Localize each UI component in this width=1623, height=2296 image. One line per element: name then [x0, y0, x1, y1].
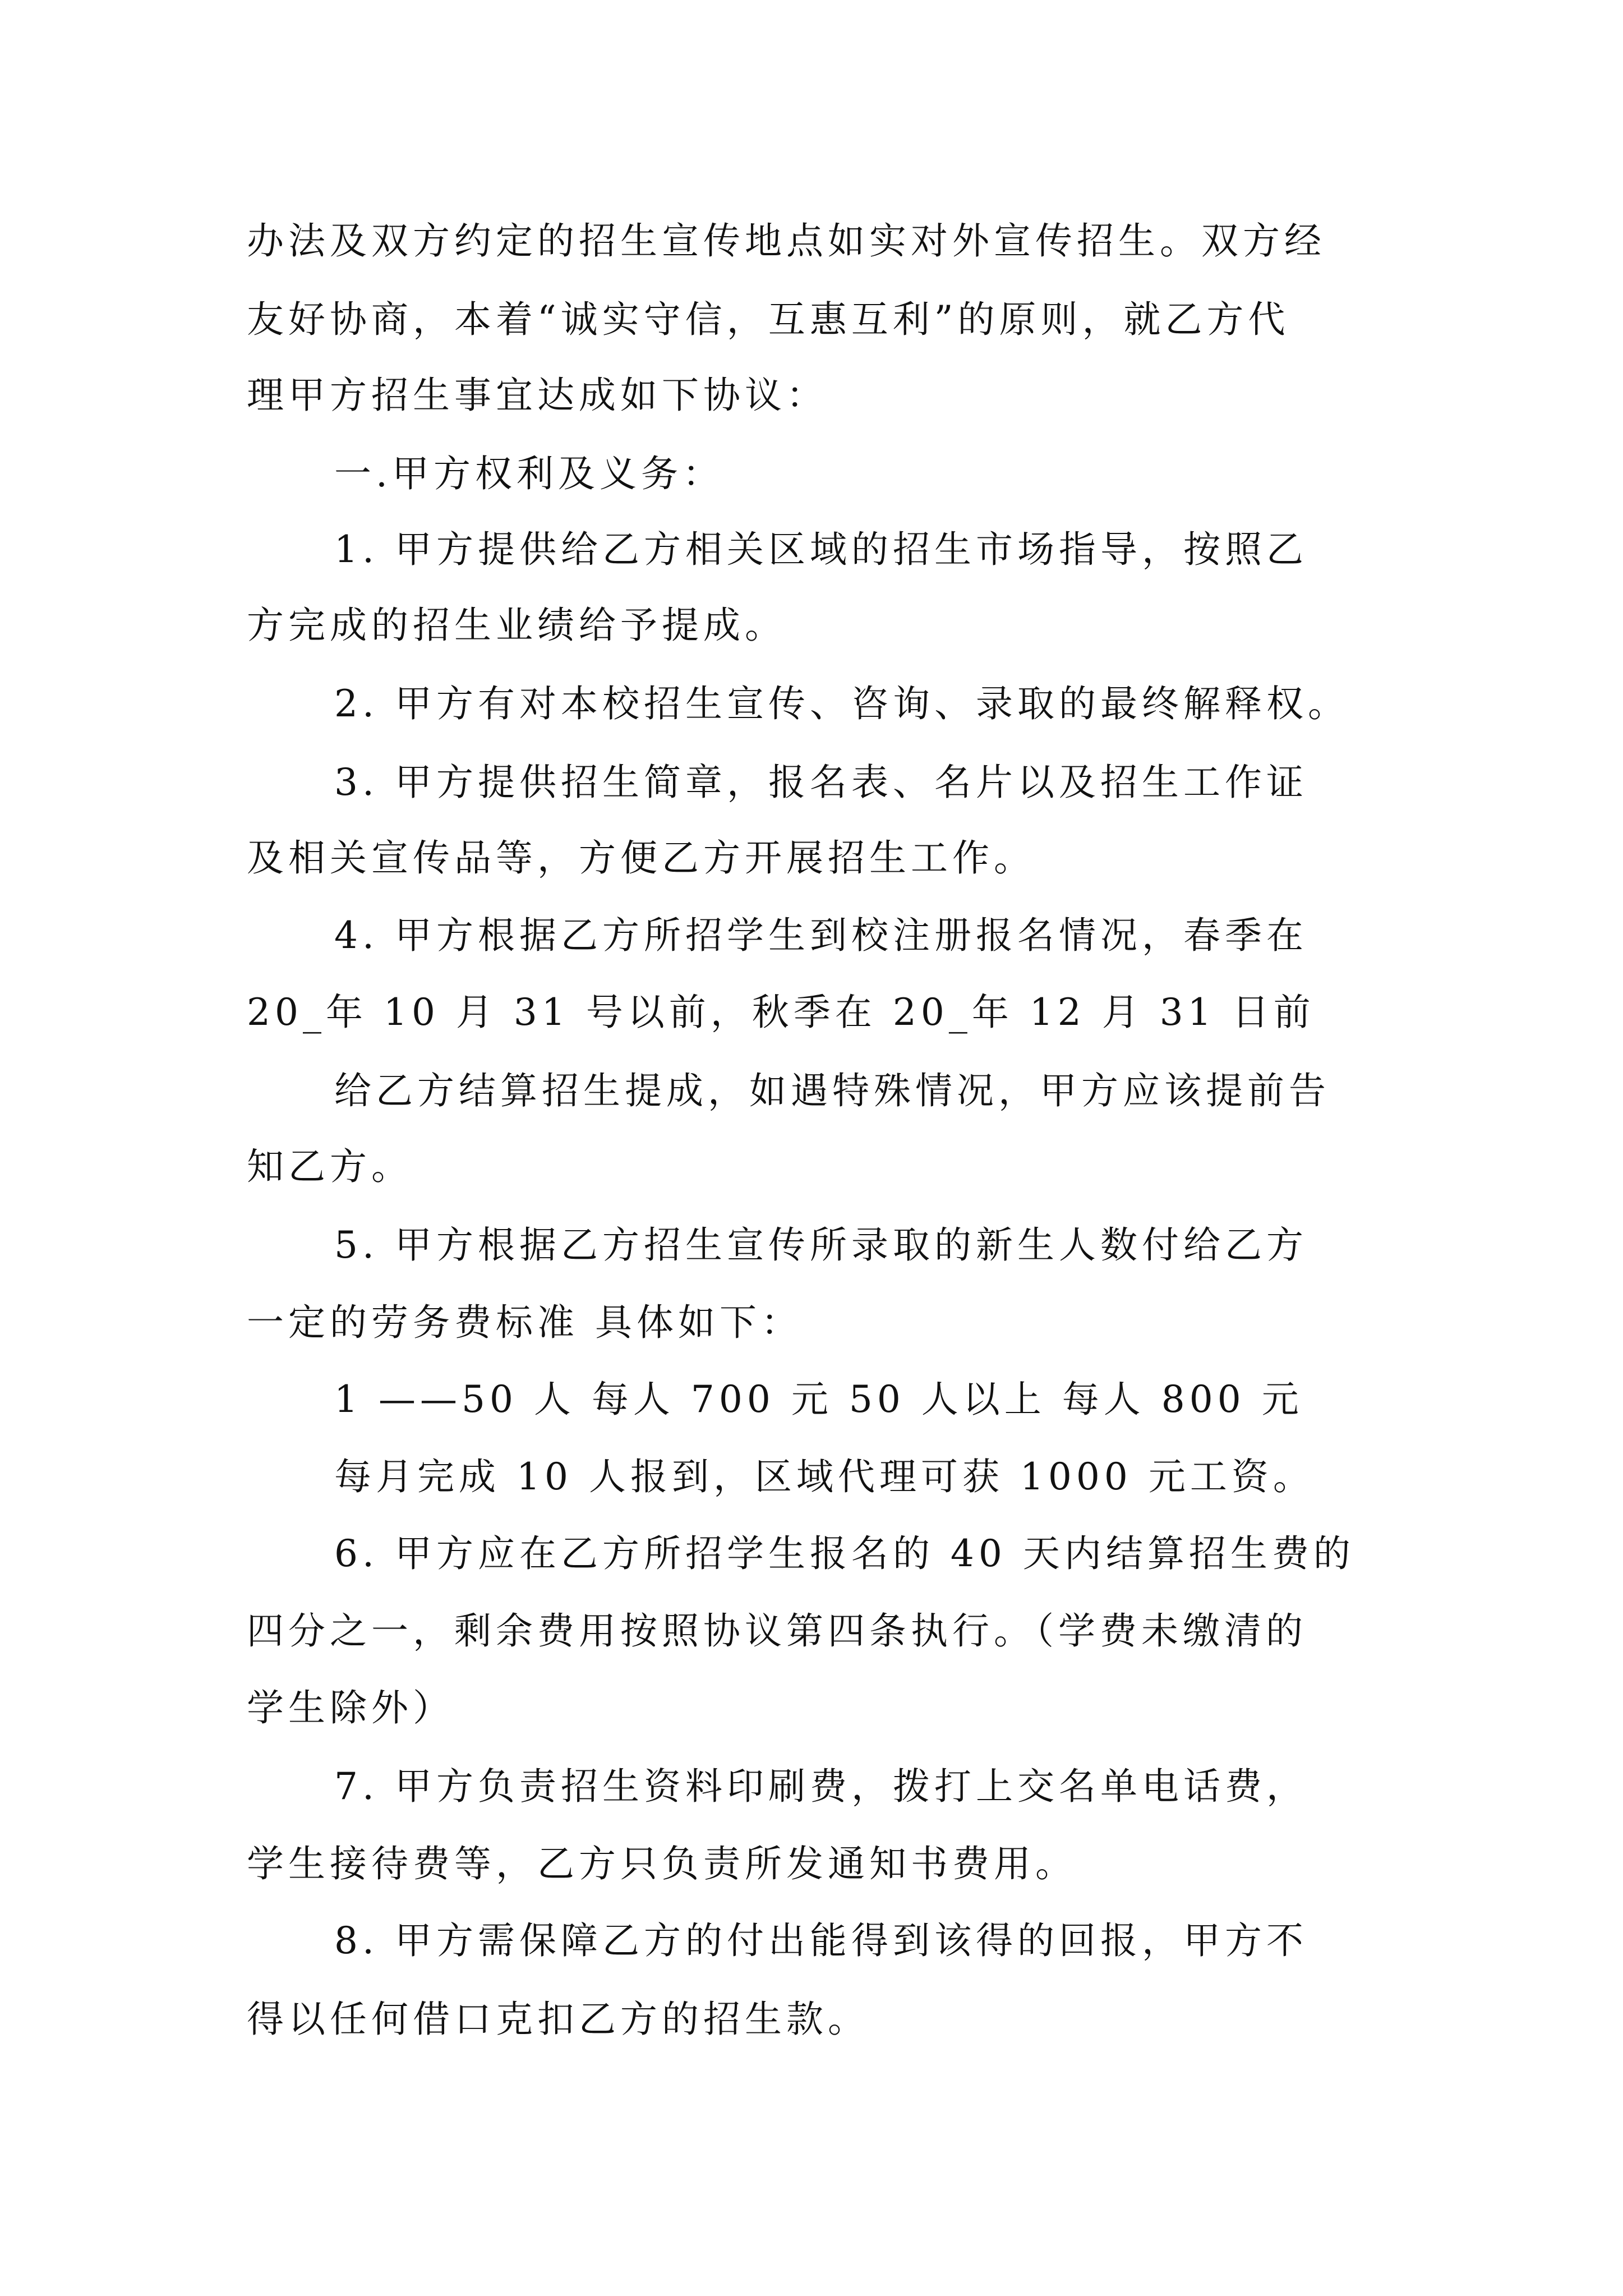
- text-line: 给乙方结算招生提成，如遇特殊情况，甲方应该提前告: [334, 1069, 1330, 1112]
- text-line: 学生除外）: [247, 1686, 454, 1729]
- text-line: 办法及双方约定的招生宣传地点如实对外宣传招生。双方经: [247, 219, 1326, 263]
- text-line: 得以任何借口克扣乙方的招生款。: [247, 1998, 869, 2041]
- clause-line: 4. 甲方根据乙方所招学生到校注册报名情况，春季在: [334, 914, 1308, 957]
- text-line: 友好协商，本着“诚实守信，互惠互利”的原则，就乙方代: [247, 298, 1290, 341]
- text-line: 学生接待费等，乙方只负责所发通知书费用。: [247, 1842, 1077, 1885]
- text-line: 一定的劳务费标准 具体如下：: [247, 1301, 803, 1344]
- text-line: 及相关宣传品等，方便乙方开展招生工作。: [247, 836, 1035, 880]
- clause-line: 2. 甲方有对本校招生宣传、咨询、录取的最终解释权。: [334, 682, 1349, 725]
- text-line: 知乙方。: [247, 1145, 413, 1188]
- text-line: 每月完成 10 人报到，区域代理可获 1000 元工资。: [334, 1455, 1315, 1498]
- section-heading: 一.甲方权利及义务：: [334, 452, 724, 495]
- text-line: 理甲方招生事宜达成如下协议：: [247, 374, 828, 417]
- clause-line: 1. 甲方提供给乙方相关区域的招生市场指导，按照乙: [334, 528, 1308, 571]
- clause-line: 8. 甲方需保障乙方的付出能得到该得的回报，甲方不: [334, 1919, 1308, 1962]
- text-line: 四分之一，剩余费用按照协议第四条执行。（学费未缴清的: [247, 1609, 1307, 1653]
- clause-line: 5. 甲方根据乙方招生宣传所录取的新生人数付给乙方: [334, 1223, 1308, 1267]
- text-line: 方完成的招生业绩给予提成。: [247, 604, 786, 647]
- clause-line: 3. 甲方提供招生简章，报名表、名片以及招生工作证: [334, 761, 1308, 804]
- clause-line: 6. 甲方应在乙方所招学生报名的 40 天内结算招生费的: [334, 1532, 1355, 1575]
- text-line: 20_年 10 月 31 号以前，秋季在 20_年 12 月 31 日前: [247, 991, 1315, 1034]
- fee-line: 1 ——50 人 每人 700 元 50 人以上 每人 800 元: [334, 1378, 1303, 1421]
- clause-line: 7. 甲方负责招生资料印刷费，拨打上交名单电话费，: [334, 1765, 1308, 1808]
